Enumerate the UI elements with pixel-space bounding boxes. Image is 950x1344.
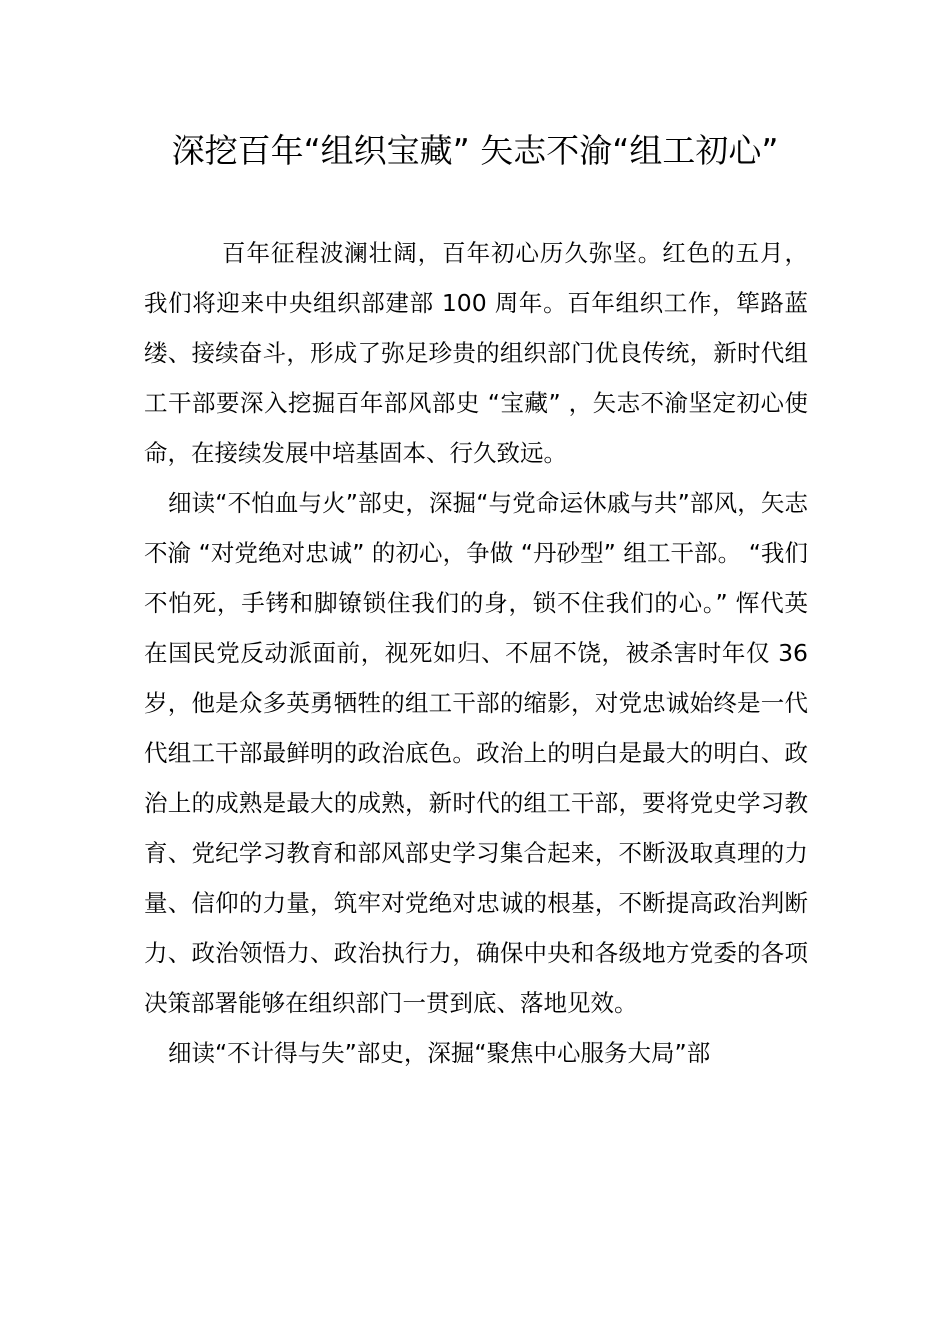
paragraph-loyalty: 细读“不怕血与火”部史，深掘“与党命运休戚与共”部风，矢志不渝 “对党绝对忠诚” 的初心，争做 “丹砂型” 组工干部。 “我们不怕死，手铐和脚镣锁住我们的身，锁不住我们的心。” 恽代英在国民党反动派面前，视死如归、不屈不饶，被杀害时年仅 36 岁，他是众多英勇牺牲的组工干部的缩影，对党忠诚始终是一代代组工干部最鲜明的政治底色。政治上的明白是最大的明白、政治上的成熟是最大的成熟，新时代的组工干部，要将党史学习教育、党纪学习教育和部风部史学习集合起来，不断汲取真理的力量、信仰的力量，筑牢对党绝对忠诚的根基，不断提高政治判断力、政治领悟力、政治执行力，确保中央和各级地方党委的各项决策部署能够在组织部门一贯到底、落地见效。 xyxy=(144,489,808,1017)
paragraph-intro: 百年征程波澜壮阔，百年初心历久弥坚。红色的五月，我们将迎来中央组织部建部 100 周年。百年组织工作，筚路蓝缕、接续奋斗，形成了弥足珍贵的组织部门优良传统，新时代组工干部要深入挖掘百年部风部史 “宝藏” ，矢志不渝坚定初心使命，在接续发展中培基固本、行久致远。 xyxy=(144,239,808,467)
document-title: 深挖百年“组织宝藏” 矢志不渝“组工初心” xyxy=(171,131,779,170)
paragraph-service: 细读“不计得与失”部史，深掘“聚焦中心服务大局”部 xyxy=(168,1039,711,1067)
document-body xyxy=(144,228,808,1078)
